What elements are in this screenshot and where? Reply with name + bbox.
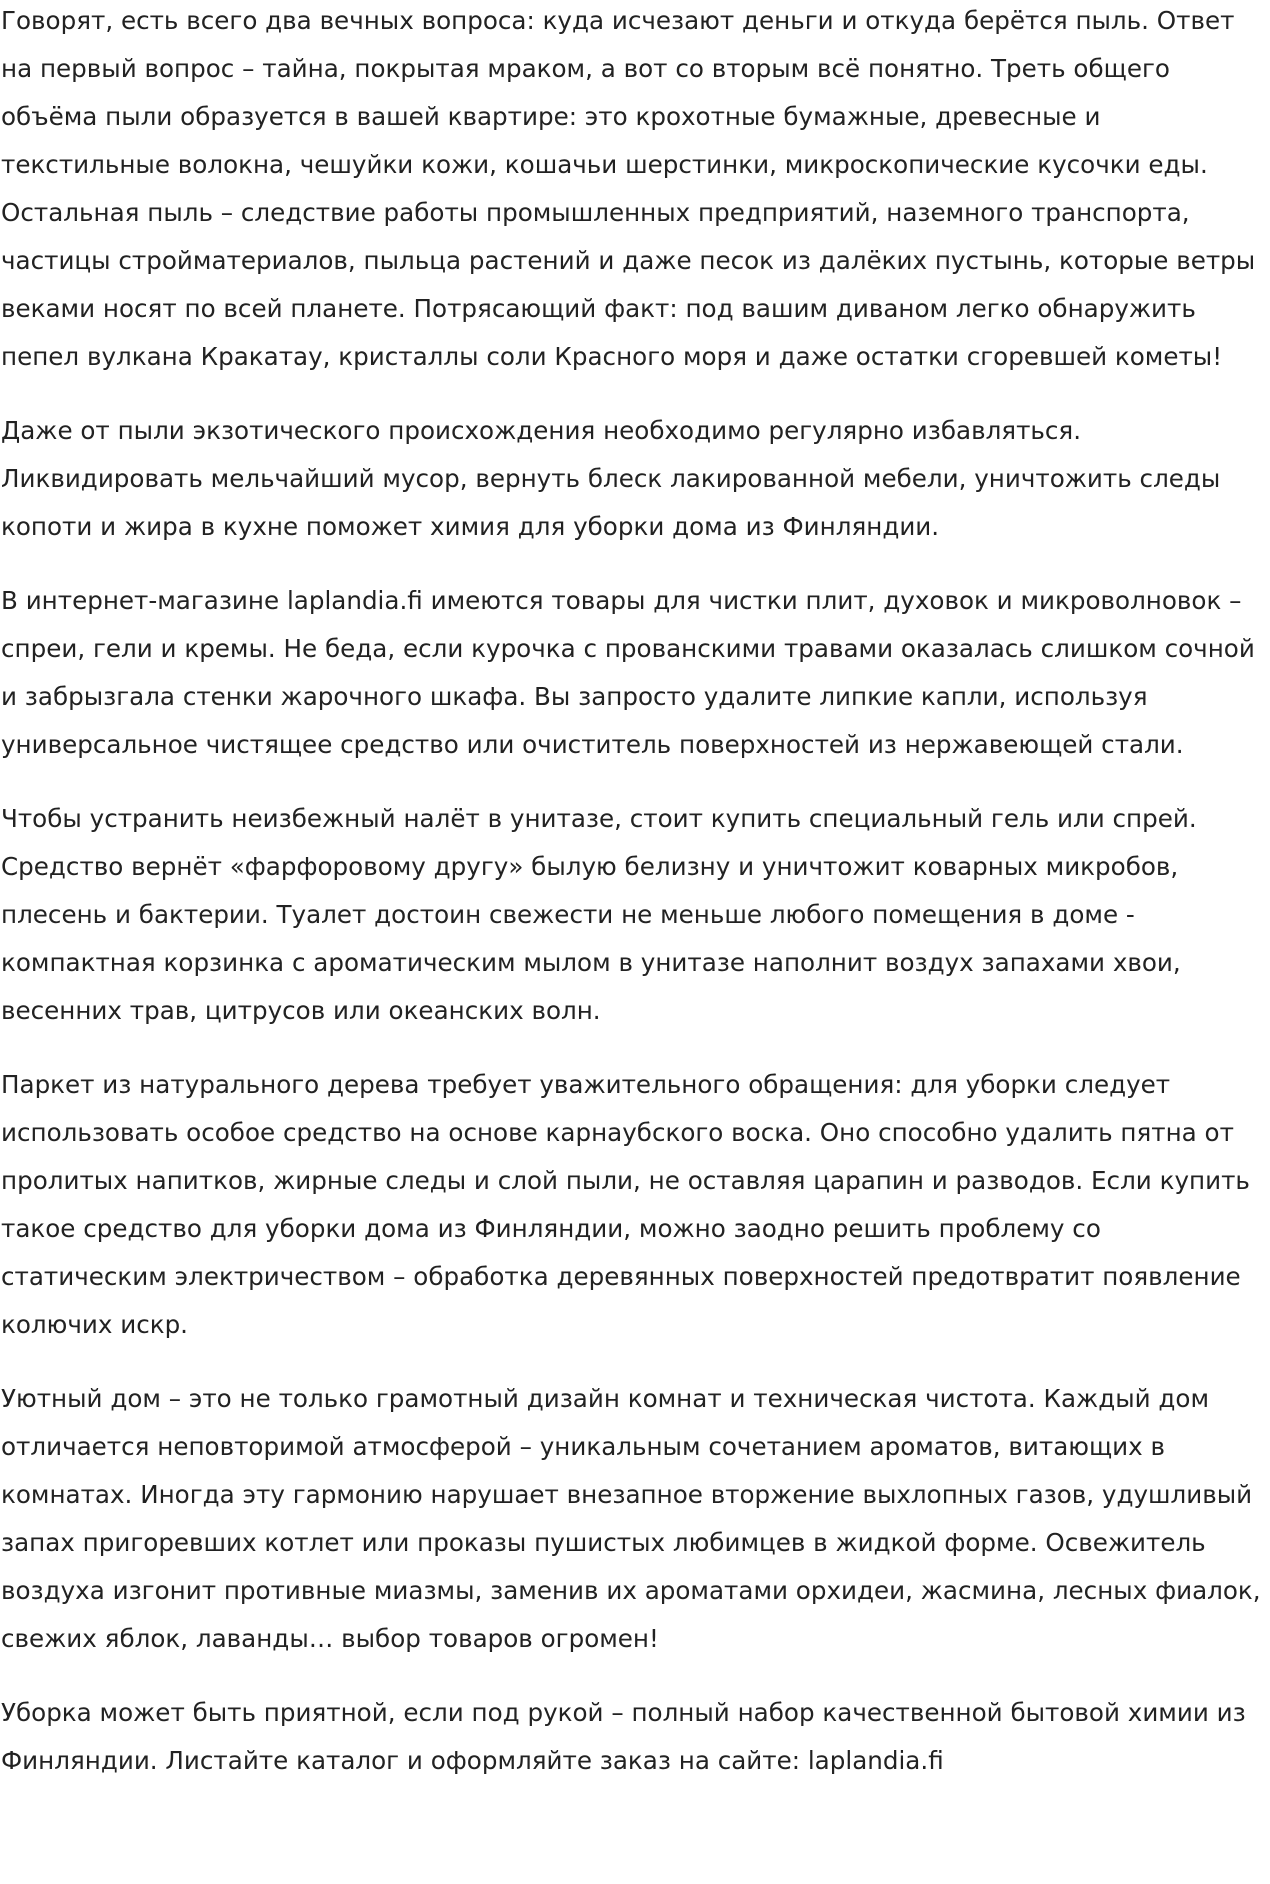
paragraph-parquet-care: Паркет из натурального дерева требует уважительного обращения: для уборки следует использовать особое средство на основе карнаубского воска. Оно способно удалить пятна от пролитых напитков, жирные следы и слой пыли, не оставляя царапин и разводов. Если купить такое средство для уборки дома из Финляндии, можно заодно решить проблему со статическим электричеством – обработка деревянных поверхностей предотвратит появление колючих искр. — [1, 1070, 1250, 1339]
paragraph-air-freshener: Уютный дом – это не только грамотный дизайн комнат и техническая чистота. Каждый дом отличается неповторимой атмосферой – уникальным сочетанием ароматов, витающих в комнатах. Иногда эту гармонию нарушает внезапное вторжение выхлопных газов, удушливый запах пригоревших котлет или проказы пушистых любимцев в жидкой форме. Освежитель воздуха изгонит противные миазмы, заменив их ароматами орхидеи, жасмина, лесных фиалок, свежих яблок, лаванды… выбор товаров огромен! — [1, 1384, 1261, 1653]
paragraph-call-to-action: Уборка может быть приятной, если под рукой – полный набор качественной бытовой химии из Финляндии. Листайте каталог и оформляйте заказ на сайте: laplandia.fi — [1, 1698, 1246, 1775]
paragraph-toilet-care: Чтобы устранить неизбежный налёт в унитазе, стоит купить специальный гель или спрей. Средство вернёт «фарфоровому другу» былую белизну и уничтожит коварных микробов, плесень и бактерии. Туалет достоин свежести не меньше любого помещения в доме - компактная корзинка с ароматическим мылом в унитазе наполнит воздух запахами хвои, весенних трав, цитрусов или океанских волн. — [1, 804, 1197, 1025]
paragraph-cleaning-chemistry: Даже от пыли экзотического происхождения необходимо регулярно избавляться. Ликвидировать мельчайший мусор, вернуть блеск лакированной мебели, уничтожить следы копоти и жира в кухне поможет химия для уборки дома из Финляндии. — [1, 416, 1221, 541]
paragraph-oven-cleaners: В интернет-магазине laplandia.fi имеются товары для чистки плит, духовок и микроволновок – спреи, гели и кремы. Не беда, если курочка с прованскими травами оказалась слишком сочной и забрызгала стенки жарочного шкафа. Вы запросто удалите липкие капли, используя универсальное чистящее средство или очиститель поверхностей из нержавеющей стали. — [1, 586, 1255, 759]
paragraph-dust-origin: Говорят, есть всего два вечных вопроса: куда исчезают деньги и откуда берётся пыль. Ответ на первый вопрос – тайна, покрытая мраком, а вот со вторым всё понятно. Треть общего объёма пыли образуется в вашей квартире: это крохотные бумажные, древесные и текстильные волокна, чешуйки кожи, кошачьи шерстинки, микроскопические кусочки еды. Остальная пыль – следствие работы промышленных предприятий, наземного транспорта, частицы стройматериалов, пыльца растений и даже песок из далёких пустынь, которые ветры веками носят по всей планете. Потрясающий факт: под вашим диваном легко обнаружить пепел вулкана Кракатау, кристаллы соли Красного моря и даже остатки сгоревшей кометы! — [1, 6, 1256, 371]
